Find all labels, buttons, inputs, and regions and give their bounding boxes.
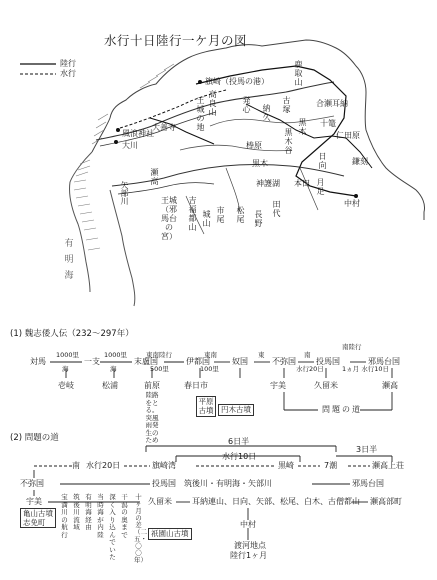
s2-box-gionyama: 祇園山古墳 [148,528,192,540]
section2-heading: (2) 問題の道 [10,433,59,443]
s2-row3-2: 耳納連山、日向、矢部、松尾、白木、古僧都山 [192,497,360,506]
s1-dist-0: 1000里 [56,351,80,359]
point-nakamura [354,194,358,198]
s1-below-1: 松浦 [102,381,118,390]
s2-nakamura: 中村 [240,520,256,529]
s1-note: 陸路をとる。突風雨発生のため [145,391,159,444]
s2-water-label: 水行10日 [222,452,257,461]
s1-node-5: 不弥国 [272,357,296,366]
s2-top-label: 6日半 [228,437,250,446]
s1-sub-8: 1ヵ月 水行10日 [342,365,389,373]
place-jujikan: 十篭 [320,119,336,128]
s2-row3-0: 宇美 [26,497,42,506]
s1-node-6: 投馬国 [316,357,340,366]
place-kizaki: 旗崎（投馬の港） [205,77,269,86]
s1-sub-0: 海 [62,365,69,373]
s1-node-4: 奴国 [232,357,248,366]
place-tsukiyama: 月足 [316,178,325,196]
s1-box-hirabaru: 平原古墳 [196,396,216,417]
s2-row3-3: 瀬高部町 [370,497,402,506]
s1-dist-1: 1000里 [104,351,128,359]
s2-ichi-col: 十ヶ月の差（二五・〇〇年） [134,493,147,564]
s2-vnote-5: 干潟の奥まで [121,493,128,539]
s2-row1-0: 南 [72,461,80,470]
place-hinata: 日向 [318,152,327,170]
s2-row2-right: 邪馬台国 [352,479,384,488]
place-sakurai: 棒原 [246,141,262,150]
place-ichio: 市尾 [216,206,225,224]
legend-water-label: 水行 [60,69,76,78]
place-ojo2: 王城（邪馬台の宮） [161,196,177,241]
point-okawa [114,140,118,144]
s2-box-kameyama: 亀山古墳 志免町 [20,508,56,528]
s2-final-0: 渡河地点 [234,541,266,550]
place-gouse: 合瀬耳納 [316,99,348,108]
s2-vnote-4: 深く入り込んでいた [109,493,116,561]
s2-row2-mid: 投馬国 筑後川・有明海・矢部川 [152,479,272,488]
map-title: 水行十日陸行一ケ月の図 [104,33,248,48]
s2-final-1: 陸行1ヶ月 [230,551,268,560]
place-honda: 本田 [294,179,310,188]
coast-hatch [74,114,108,250]
s1-below-5: 久留米 [314,381,338,390]
place-okawa: 大川 [122,141,138,150]
s2-right-label: 3日半 [356,445,378,454]
s1-box-maruki: 円木古墳 [218,404,254,416]
s2-vnote-3: 当時海が内陸 [97,493,104,539]
place-shinbayu: 神護湖 [256,179,280,188]
place-kurogitani: 黒木谷 [284,128,293,155]
place-joyama: 城山 [202,210,211,228]
s1-node-7: 邪馬台国 [368,357,400,366]
point-kizaki [198,80,202,84]
place-yoshino: 吉福都山 [188,196,197,232]
place-nijo: 仁田原 [336,131,360,140]
place-kohama: 古塚 [282,96,291,114]
place-tashiro: 田代 [272,200,281,218]
north-hatch [140,64,174,88]
s1-below-3: 春日市 [184,381,208,390]
place-suiko: 瀬高 [150,168,159,186]
place-nagano: 長野 [254,210,263,228]
mountain-ridge [210,116,334,126]
s1-below-4: 宇美 [270,381,286,390]
s1-below-0: 壱岐 [58,381,74,390]
yabe-river-2 [118,183,214,194]
place-matsuo: 松尾 [236,206,245,224]
s1-dist-8: 南陸行 [342,343,362,351]
place-kuroki-top: 黒木 [298,118,307,136]
section1-heading: (1) 魏志倭人伝（232～297年） [10,329,134,339]
s1-node-2: 末盧国 [134,357,158,366]
s2-vnote-0: 宝満川の航行 [61,493,68,539]
s2-row2-left: 不弥国 [20,479,44,488]
place-kuroki: 黒木 [252,159,268,168]
s1-sub-3: 500里 [150,365,169,373]
s1-node-3: 伊都国 [186,357,210,366]
place-nakamura: 中村 [344,199,360,208]
mountain-ridge-2 [180,145,292,151]
place-nagaku: 納久 [262,104,271,122]
legend-land-label: 陸行 [60,59,76,68]
s2-row1-5: 瀬高上荘 [372,461,404,470]
s2-row3-1: 久留米 [148,497,172,506]
s1-dist-4: 東南 [204,351,217,359]
s1-dist-3: 東南陸行 [146,351,172,359]
s1-sub-1: 海 [110,365,117,373]
s2-row1-4: 7潮 [324,461,338,470]
s2-vnote-2: 有明海経由 [85,493,92,531]
s1-dist-6: 東 [258,351,265,359]
place-ojo: 王城の地 [196,96,205,132]
s2-vnote-1: 筑後川流域 [73,493,80,531]
s2-row1-2: 旗崎湾 [152,461,176,470]
sea-ariake: 有明海 [64,239,74,281]
s1-node-0: 対馬 [30,357,46,366]
s1-sub-6: 水行20日 [296,365,324,373]
point-fuuro [116,128,120,132]
ariake-coast [110,190,135,306]
place-otsuka: 大善寺 [152,123,176,132]
s1-below-6: 瀬高 [382,381,398,390]
s1-problem-road: 問題の道 [322,405,362,414]
place-fuuro: 風浪神社 [122,129,154,138]
s1-sub-4: 100里 [200,365,219,373]
s2-row1-3: 黒崎 [278,461,294,470]
s1-dist-7: 南 [304,351,311,359]
s1-node-1: 一支 [84,357,100,366]
s1-below-2: 前原 [144,381,160,390]
place-kenjou: 鎌刻 [352,157,368,166]
s2-row1-1: 水行20日 [86,461,121,470]
place-hosshin: 発心 [242,96,251,114]
place-yabe: 矢部川 [120,181,129,206]
place-oyama: 高良山 [208,90,217,117]
place-kanjoshan: 鹿取山 [294,60,303,87]
